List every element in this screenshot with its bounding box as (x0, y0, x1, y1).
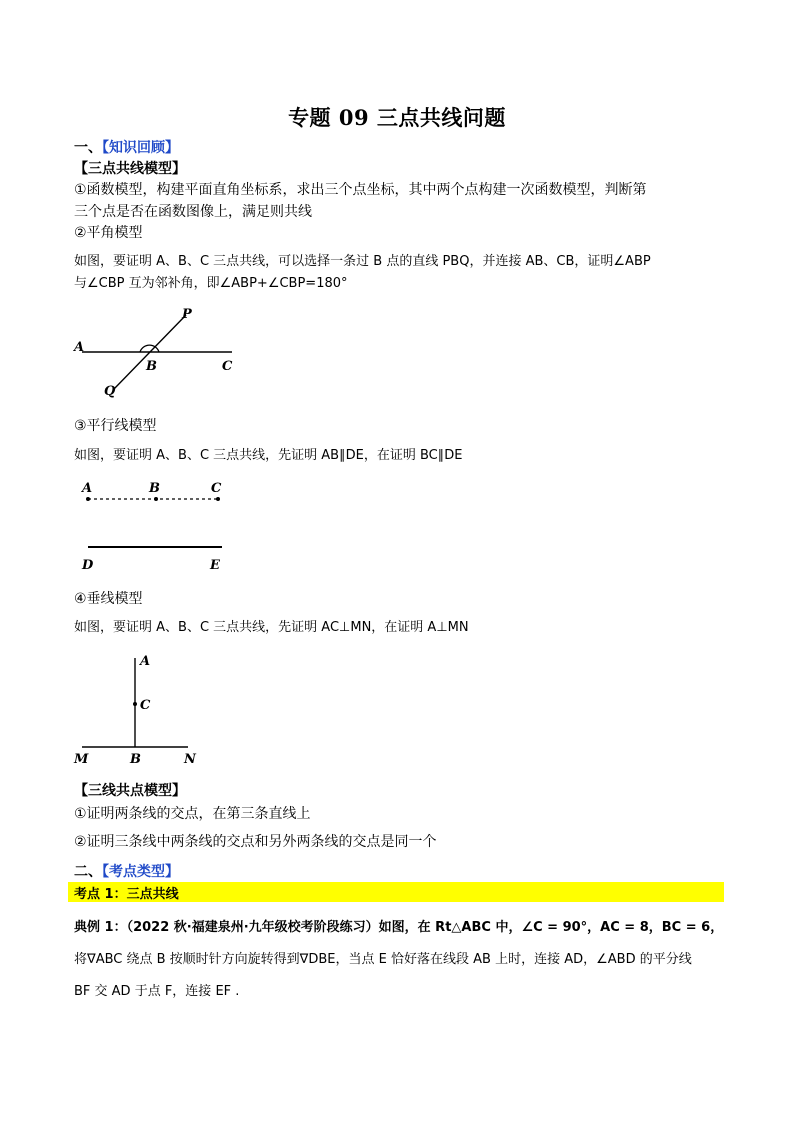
paragraph-flat-angle-title: ②平角模型 (74, 225, 143, 241)
topic-highlight-bar (68, 882, 724, 902)
paragraph-flat-angle-line1: 如图，要证明 A、B、C 三点共线，可以选择一条过 B 点的直线 PBQ，并连接 AB、CB，证明∠ABP (74, 254, 651, 269)
figure-flat-angle (70, 305, 250, 401)
section-1-label: 【知识回顾】 (102, 140, 179, 156)
label-b: B (149, 481, 160, 496)
paragraph-parallel-text: 如图，要证明 A、B、C 三点共线，先证明 AB∥DE，在证明 BC∥DE (74, 448, 463, 463)
label-n: N (184, 752, 196, 767)
label-b: B (130, 752, 141, 767)
label-d: D (82, 558, 94, 573)
page-title: 专题 09 三点共线问题 (288, 105, 506, 130)
figure-perpendicular (70, 648, 210, 770)
label-q: Q (104, 384, 116, 399)
paragraph-perpendicular-text: 如图，要证明 A、B、C 三点共线，先证明 AC⊥MN，在证明 A⊥MN (74, 620, 469, 635)
example-line-3: BF 交 AD 于点 F，连接 EF . (74, 984, 240, 999)
paragraph-parallel-title: ③平行线模型 (74, 418, 157, 434)
paragraph-concurrent-1: ①证明两条线的交点，在第三条直线上 (74, 806, 311, 822)
section-1-heading (74, 137, 179, 157)
paragraph-flat-angle-line2: 与∠CBP 互为邻补角，即∠ABP+∠CBP=180° (74, 276, 348, 291)
label-c: C (222, 359, 233, 374)
paragraph-function-model-line1: ①函数模型，构建平面直角坐标系，求出三个点坐标，其中两个点构建一次函数模型，判断第 (74, 182, 647, 198)
label-a: A (140, 654, 151, 669)
section-1-prefix: 一、 (74, 140, 102, 156)
paragraph-perpendicular-title: ④垂线模型 (74, 591, 143, 607)
label-a: A (82, 481, 93, 496)
label-m: M (74, 752, 89, 767)
label-c: C (211, 481, 222, 496)
section-2-prefix: 二、 (74, 864, 102, 880)
label-p: P (182, 307, 192, 322)
model-heading-concurrent: 【三线共点模型】 (74, 783, 186, 799)
label-a: A (74, 340, 85, 355)
label-e: E (210, 558, 220, 573)
model-heading-collinear: 【三点共线模型】 (74, 161, 186, 177)
figure-parallel (70, 473, 240, 577)
example-line-1 (74, 918, 723, 938)
section-2-label: 【考点类型】 (102, 864, 179, 880)
paragraph-concurrent-2: ②证明三条线中两条线的交点和另外两条线的交点是同一个 (74, 834, 437, 850)
topic-label: 考点 1：三点共线 (74, 887, 179, 902)
label-c: C (140, 698, 151, 713)
label-b: B (146, 359, 157, 374)
paragraph-function-model-line2: 三个点是否在函数图像上，满足则共线 (74, 204, 312, 220)
example-line-2: 将∇ABC 绕点 B 按顺时针方向旋转得到∇DBE，当点 E 恰好落在线段 AB 上时，连接 AD，∠ABD 的平分线 (74, 952, 692, 967)
section-2-heading (74, 861, 179, 881)
example-text-1: 典例 1：（2022 秋·福建泉州·九年级校考阶段练习）如图，在 Rt△ABC 中，∠C = 90°，AC = 8，BC = 6， (74, 920, 724, 935)
